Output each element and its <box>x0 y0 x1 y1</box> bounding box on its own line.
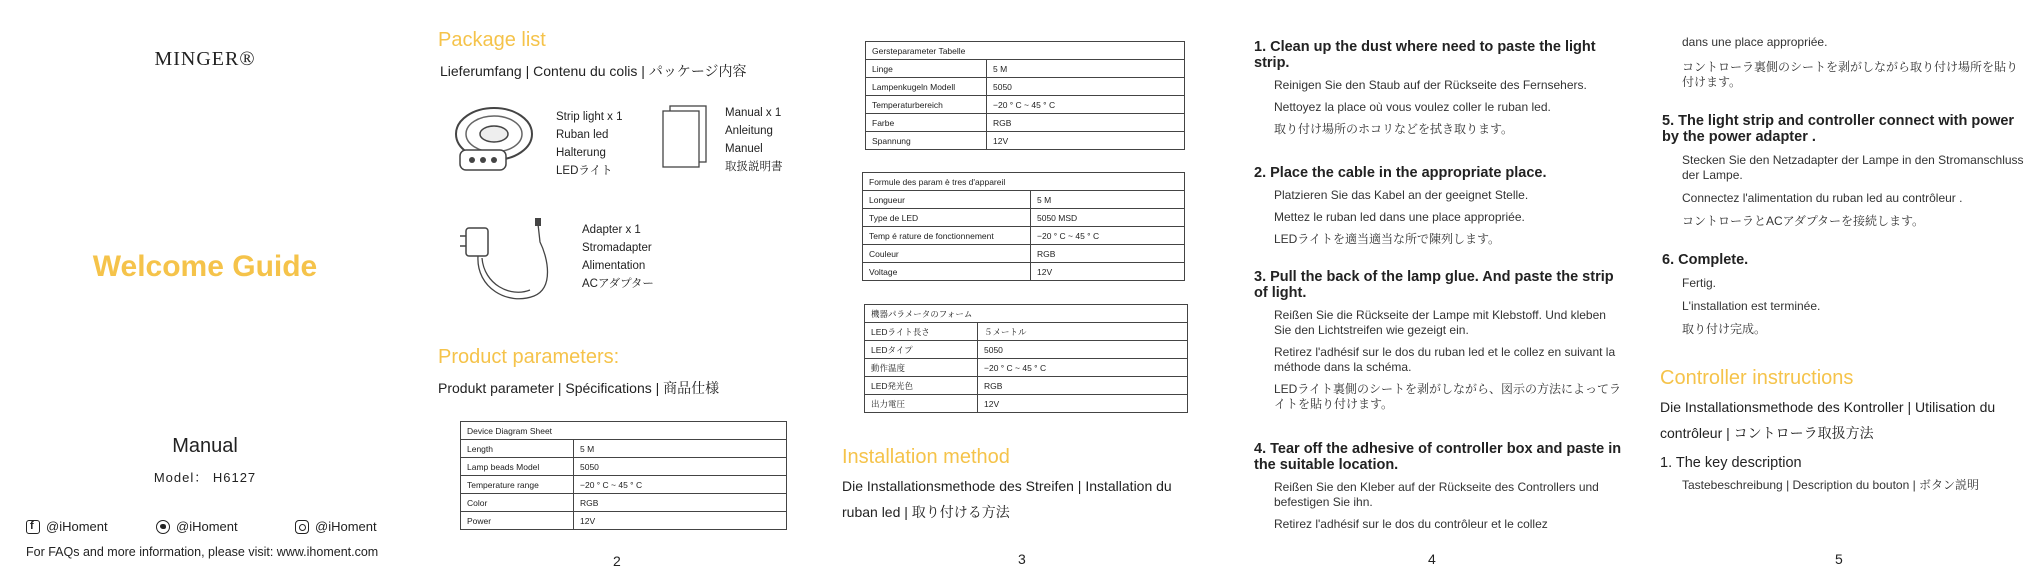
model-label: Model： H6127 <box>153 470 257 485</box>
table-row: Temp é rature de fonctionnement −20 ° C ~ 45 ° C <box>863 227 1185 245</box>
table-row: LEDタイプ 5050 <box>865 341 1188 359</box>
page-number: 3 <box>1018 551 1026 567</box>
table-japanese: 機器パラメータのフォーム LEDライト長さ ５メートル LEDタイプ 5050 動作温度 −20 ° C ~ 45 ° C LED発光色 RGB 出力電圧 12V <box>864 304 1188 413</box>
table-french: Formule des param è tres d'appareil Longueur 5 M Type de LED 5050 MSD Temp é rature de fonctionnement −20 ° C ~ 45 ° C Couleur RGB Voltage 12V <box>862 172 1185 281</box>
key-description-title: 1. The key description <box>1660 455 1802 471</box>
strip-light-icon <box>452 104 540 180</box>
key-description-subtitle: Tastebeschreibung | Description du bouton | ボタン説明 <box>1682 478 1980 492</box>
instagram-icon <box>295 520 309 534</box>
table-title: Device Diagram Sheet <box>461 422 787 440</box>
package-panel <box>410 0 822 578</box>
table-row: Spannung 12V <box>866 132 1185 150</box>
controller-panel <box>1642 0 2041 578</box>
table-row: Couleur RGB <box>863 245 1185 263</box>
step-3: 3. Pull the back of the lamp glue. And paste the strip of light. Reißen Sie die Rückseite der Lampe mit Klebstoff. Und kleben Sie den Lichtstreifen wie gezeigt ein. Retirez l'adhésif sur le dos du ruban led et le collez en suivant la méthode dans la schéma. LEDライト裏側のシートを剥がしながら、図示の方法によってライトを貼り付けます。 <box>1254 269 1621 411</box>
table-row: LED発光色 RGB <box>865 377 1188 395</box>
step-4: 4. Tear off the adhesive of controller box and paste in the suitable location. Reißen Sie den Kleber auf der Rückseite des Controllers und befestigen Sie ihn. Retirez l'adhésif sur le dos du contrôleur et le collez <box>1254 441 1622 531</box>
strip-items: Strip light x 1 Ruban led Halterung LEDライト <box>556 111 623 177</box>
table-row: Lampenkugeln Modell 5050 <box>866 78 1185 96</box>
social-facebook[interactable] <box>26 519 108 534</box>
twitter-handle: @iHoment <box>176 519 238 534</box>
params-subtitle: Produkt parameter | Spécifications | 商品仕様 <box>438 380 720 396</box>
table-row: 動作温度 −20 ° C ~ 45 ° C <box>865 359 1188 377</box>
faq-text: For FAQs and more information, please visit: www.ihoment.com <box>26 545 379 559</box>
welcome-title: Welcome Guide <box>92 250 318 283</box>
brand-logo: MINGER® <box>154 48 256 70</box>
step-2: 2. Place the cable in the appropriate place. Platzieren Sie das Kabel an der geeignet Stelle. Mettez le ruban led dans une place appropriée. LEDライトを適当適当な所で陳列します。 <box>1254 165 1547 246</box>
table-german: Gersteparameter Tabelle Linge 5 M Lampenkugeln Modell 5050 Temperaturbereich −20 ° C ~ 45 ° C Farbe RGB Spannung 12V <box>865 41 1185 150</box>
table-row: Linge 5 M <box>866 60 1185 78</box>
twitter-icon <box>156 520 170 534</box>
steps-panel <box>1234 0 1642 578</box>
package-subtitle: Lieferumfang | Contenu du colis | パッケージ内容 <box>440 63 747 79</box>
social-twitter[interactable] <box>156 519 238 534</box>
device-diagram-table <box>460 421 787 530</box>
controller-subtitle-2: contrôleur | コントローラ取扱方法 <box>1660 425 1874 441</box>
install-title: Installation method <box>842 446 1010 468</box>
table-row: 出力電圧 12V <box>865 395 1188 413</box>
facebook-handle: @iHoment <box>46 519 108 534</box>
adapter-icon <box>458 218 558 310</box>
table-row: Voltage 12V <box>863 263 1185 281</box>
manual-items: Manual x 1 Anleitung Manuel 取扱説明書 <box>725 107 783 173</box>
social-instagram[interactable] <box>295 519 377 534</box>
step-5: 5. The light strip and controller connect with power by the power adapter . Stecken Sie den Netzadapter der Lampe in den Stromanschluss der Lampe. Connectez l'alimentation du ruban led au contrôleur . コントローラとACアダプターを接続します。 <box>1662 113 2024 228</box>
table-row: Color RGB <box>461 494 787 512</box>
page-number: 4 <box>1428 551 1436 567</box>
step-4-continued: dans une place appropriée. コントローラ裏側のシートを剥がしながら取り付け場所を貼り付けます。 <box>1682 35 2019 89</box>
table-row: Longueur 5 M <box>863 191 1185 209</box>
install-subtitle-2: ruban led | 取り付ける方法 <box>842 504 1010 520</box>
manual-icon <box>660 104 710 168</box>
package-title: Package list <box>438 29 546 51</box>
params-title: Product parameters: <box>438 346 620 368</box>
page-number: 5 <box>1835 551 1843 567</box>
page-number: 2 <box>613 553 621 569</box>
facebook-icon <box>26 520 40 534</box>
controller-subtitle-1: Die Installationsmethode des Kontroller | Utilisation du <box>1660 399 1996 415</box>
adapter-items: Adapter x 1 Stromadapter Alimentation ACアダプター <box>582 224 654 290</box>
table-row: Temperature range −20 ° C ~ 45 ° C <box>461 476 787 494</box>
table-row: Farbe RGB <box>866 114 1185 132</box>
install-subtitle-1: Die Installationsmethode des Streifen | Installation du <box>842 478 1172 494</box>
table-row: Length 5 M <box>461 440 787 458</box>
step-1: 1. Clean up the dust where need to paste the light strip. Reinigen Sie den Staub auf der Rückseite des Fernsehers. Nettoyez la place où vous voulez coller le ruban led. 取り付け場所のホコリなどを拭き取ります。 <box>1254 39 1596 136</box>
table-row: Temperaturbereich −20 ° C ~ 45 ° C <box>866 96 1185 114</box>
step-6: 6. Complete. Fertig. L'installation est terminée. 取り付け完成。 <box>1662 252 1821 336</box>
cover-panel <box>0 0 410 578</box>
table-row: Lamp beads Model 5050 <box>461 458 787 476</box>
table-row: Type de LED 5050 MSD <box>863 209 1185 227</box>
instagram-handle: @iHoment <box>315 519 377 534</box>
specs-panel <box>822 0 1234 578</box>
manual-label: Manual <box>172 435 238 457</box>
controller-title: Controller instructions <box>1660 367 1854 389</box>
table-row: LEDライト長さ ５メートル <box>865 323 1188 341</box>
table-row: Power 12V <box>461 512 787 530</box>
